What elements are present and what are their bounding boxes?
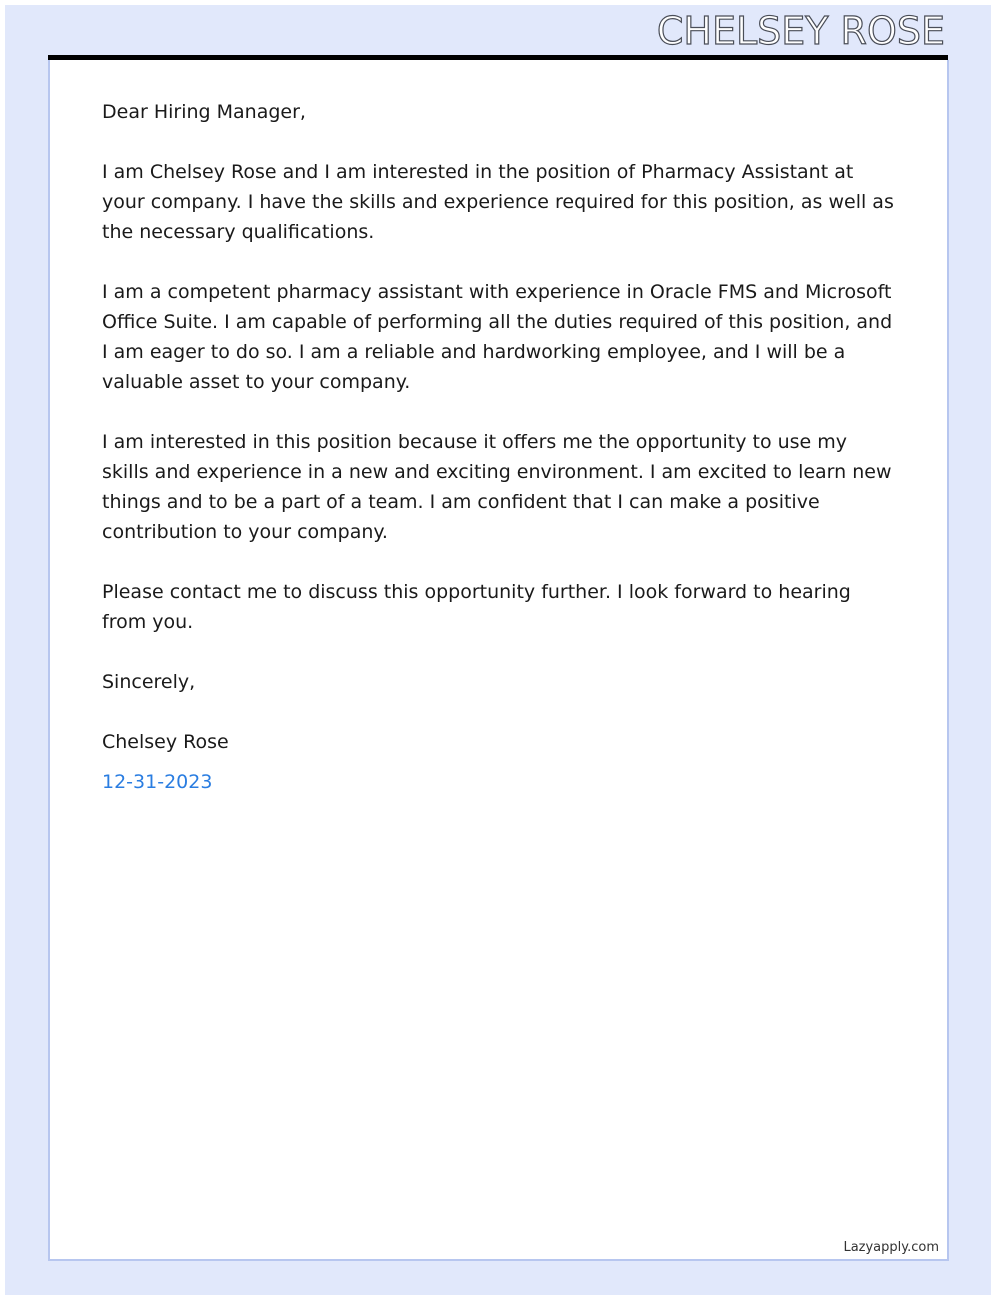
salutation: Dear Hiring Manager, xyxy=(102,101,306,123)
letter-date: 12-31-2023 xyxy=(102,771,213,793)
letter-paragraph: I am a competent pharmacy assistant with experience in Oracle FMS and Microsoft Office Suite. I am capable of performing all the duties required of this position, and I am eager to do so. I am a reliable and hardworking employee, and I will be a valuable asset to your company. xyxy=(102,281,893,393)
closing: Sincerely, xyxy=(102,671,196,693)
letter-paragraph: I am interested in this position because it offers me the opportunity to use my skills and experience in a new and exciting environment. I am excited to learn new things and to be a part of a team. I am confident that I can make a positive contribution to your company. xyxy=(102,431,892,543)
applicant-name-header: CHELSEY ROSE xyxy=(656,9,945,53)
letter-body xyxy=(102,97,897,797)
letter-paragraph: Please contact me to discuss this opportunity further. I look forward to hearing from you. xyxy=(102,581,851,633)
letter-paragraph: I am Chelsey Rose and I am interested in the position of Pharmacy Assistant at your company. I have the skills and experience required for this position, as well as the necessary qualifications. xyxy=(102,161,894,243)
letter-page xyxy=(48,60,949,1261)
watermark: Lazyapply.com xyxy=(843,1240,939,1255)
signature-name: Chelsey Rose xyxy=(102,731,229,753)
